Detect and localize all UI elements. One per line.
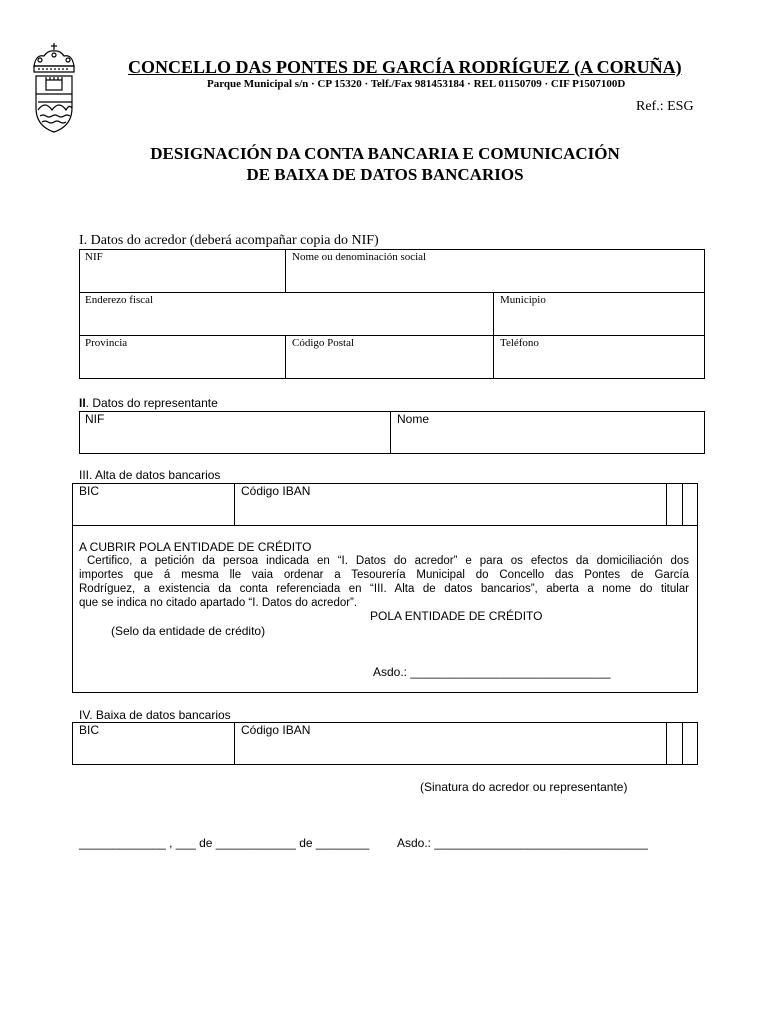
creditor-municipality-field[interactable]: Municipio (500, 294, 546, 306)
creditor-address-field[interactable]: Enderezo fiscal (85, 294, 154, 306)
certification-line-4: que se indica no citado apartado “I. Datos do acredor”. (79, 597, 358, 609)
coat-of-arms-logo (28, 42, 80, 134)
creditor-signature-line[interactable]: Asdo.: ________________________________ (397, 836, 648, 850)
organization-address: Parque Municipal s/n · CP 15320 · Telf./Fax 981453184 · REL 01150709 · CIF P1507100D (207, 78, 626, 90)
registration-bic-field[interactable]: BIC (79, 484, 100, 498)
creditor-postal-code-field[interactable]: Código Postal (292, 337, 355, 349)
document-title-line-2: DE BAIXA DE DATOS BANCARIOS (246, 165, 524, 184)
cancellation-bic-field[interactable]: BIC (79, 723, 100, 737)
creditor-phone-field[interactable]: Teléfono (500, 337, 539, 349)
entity-signature-line[interactable]: Asdo.: ______________________________ (373, 665, 611, 679)
certification-line-1: Certifico, a petición da persoa indicada en “I. Datos do acredor” e para os efectos da domiciliación dos (87, 555, 689, 567)
certification-line-2: importes que á mesma lle vaia ordenar a Tesourería Municipal do Concello das Pontes de García (79, 569, 689, 581)
place-date-line[interactable]: _____________ , ___ de ____________ de ________ (79, 836, 370, 850)
section-4-heading: IV. Baixa de datos bancarios (79, 708, 231, 722)
representative-nif-field[interactable]: NIF (85, 412, 105, 426)
bank-certification-block (79, 540, 689, 610)
section-3-heading: III. Alta de datos bancarios (79, 468, 221, 482)
by-credit-entity-label: POLA ENTIDADE DE CRÉDITO (370, 609, 543, 623)
representative-data-table (79, 411, 705, 454)
creditor-nif-field[interactable]: NIF (85, 251, 103, 263)
cancellation-iban-field[interactable]: Código IBAN (241, 723, 311, 737)
creditor-signature-note: (Sinatura do acredor ou representante) (420, 780, 628, 794)
creditor-name-field[interactable]: Nome ou denominación social (292, 251, 427, 263)
bank-cancellation-table (72, 722, 698, 765)
creditor-province-field[interactable]: Provincia (85, 337, 128, 349)
creditor-data-table (79, 249, 705, 379)
section-2-heading: II. Datos do representante (79, 396, 218, 410)
certification-line-3: Rodríguez, a existencia da conta referenciada en “III. Alta de datos bancarios”, aberta a nome do titular (79, 583, 689, 595)
document-title-line-1: DESIGNACIÓN DA CONTA BANCARIA E COMUNICACIÓN (150, 144, 620, 163)
reference-label: Ref.: ESG (636, 99, 694, 114)
representative-name-field[interactable]: Nome (397, 412, 430, 426)
entity-heading: A CUBRIR POLA ENTIDADE DE CRÉDITO (79, 540, 312, 554)
document-title (0, 143, 770, 185)
entity-stamp-label: (Selo da entidade de crédito) (111, 624, 266, 638)
section-1-heading: I. Datos do acredor (deberá acompañar copia do NIF) (79, 233, 379, 248)
registration-iban-field[interactable]: Código IBAN (241, 484, 311, 498)
organization-title: CONCELLO DAS PONTES DE GARCÍA RODRÍGUEZ (A CORUÑA) (128, 57, 682, 77)
